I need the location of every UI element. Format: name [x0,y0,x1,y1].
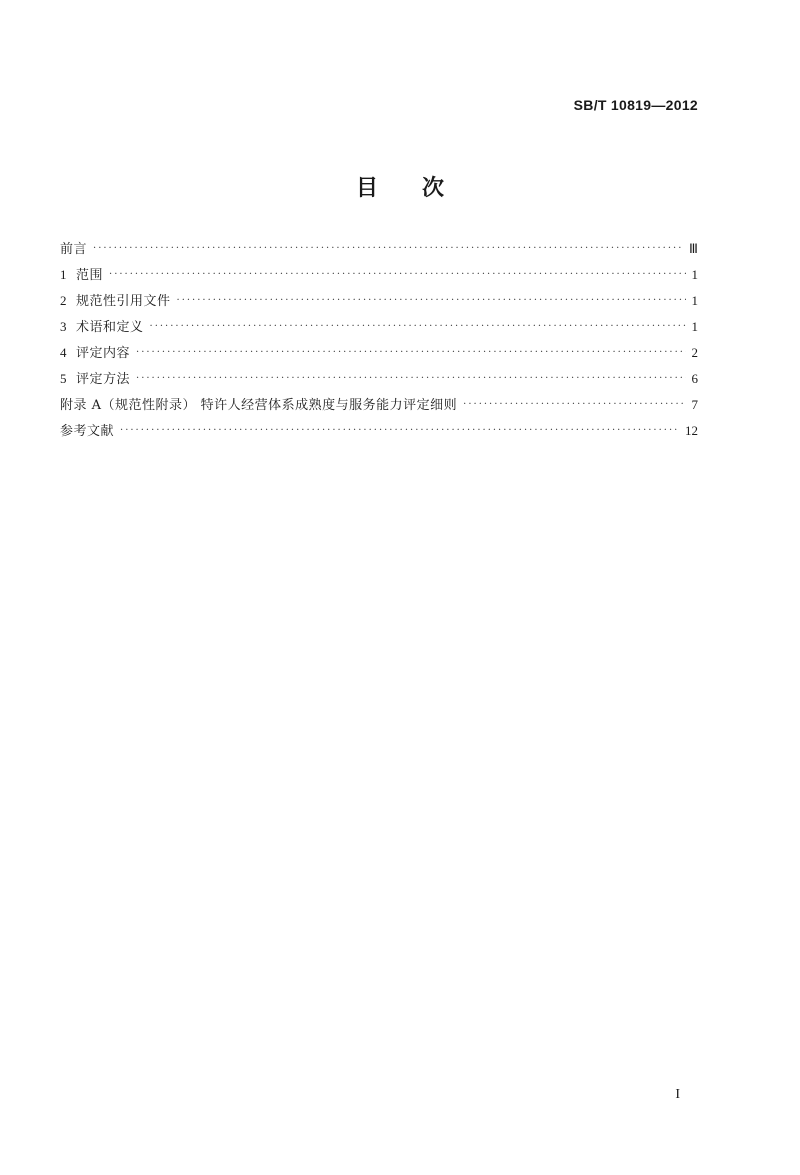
toc-entry-number: 3 [60,319,67,334]
toc-title: 目次 [355,176,488,201]
toc-entry-text: 评定内容 [76,346,131,361]
toc-entry-terms-definitions[interactable] [60,314,698,340]
toc-entry-label [60,366,136,393]
toc-entry-number: 1 [60,267,67,282]
toc-entry-text: 规范性引用文件 [76,294,171,309]
toc-list [60,236,698,444]
toc-entry-page: 2 [691,345,698,360]
toc-entry-text: 参考文献 [60,424,115,439]
toc-entry-page: Ⅲ [689,241,698,256]
toc-entry-page: 1 [691,293,698,308]
toc-entry-number: 4 [60,345,67,360]
toc-leader-dots [177,288,686,314]
toc-leader-dots [109,262,685,288]
toc-entry-page: 12 [685,423,698,438]
toc-entry-label [60,419,120,445]
toc-entry-text: 范围 [76,268,104,283]
toc-entry-bibliography[interactable] [60,418,698,444]
toc-entry-page: 1 [691,319,698,334]
toc-entry-text: 前言 [60,242,88,257]
toc-entry-label [60,237,93,263]
toc-entry-label [60,262,109,289]
toc-entry-text: 附录 A（规范性附录） 特许人经营体系成熟度与服务能力评定细则 [60,398,458,413]
toc-leader-dots [463,392,685,418]
toc-leader-dots [136,366,685,392]
toc-entry-text: 评定方法 [76,372,131,387]
toc-entry-scope[interactable] [60,262,698,288]
toc-entry-assessment-content[interactable] [60,340,698,366]
toc-leader-dots [93,236,683,262]
toc-leader-dots [150,314,686,340]
toc-entry-number: 2 [60,293,67,308]
toc-entry-page: 7 [691,397,698,412]
toc-entry-label [60,314,150,341]
toc-entry-number: 5 [60,371,67,386]
toc-entry-page: 1 [691,267,698,282]
toc-entry-foreword[interactable] [60,236,698,262]
toc-entry-normative-references[interactable] [60,288,698,314]
standard-number: SB/T 10819—2012 [573,97,698,113]
toc-entry-text: 术语和定义 [76,320,144,335]
toc-leader-dots [120,418,679,444]
toc-entry-label [60,340,136,367]
toc-leader-dots [136,340,685,366]
toc-entry-annex-a[interactable] [60,392,698,418]
page-number: I [675,1087,680,1102]
toc-entry-assessment-method[interactable] [60,366,698,392]
toc-entry-label [60,288,177,315]
toc-entry-label [60,393,463,419]
toc-entry-page: 6 [691,371,698,386]
